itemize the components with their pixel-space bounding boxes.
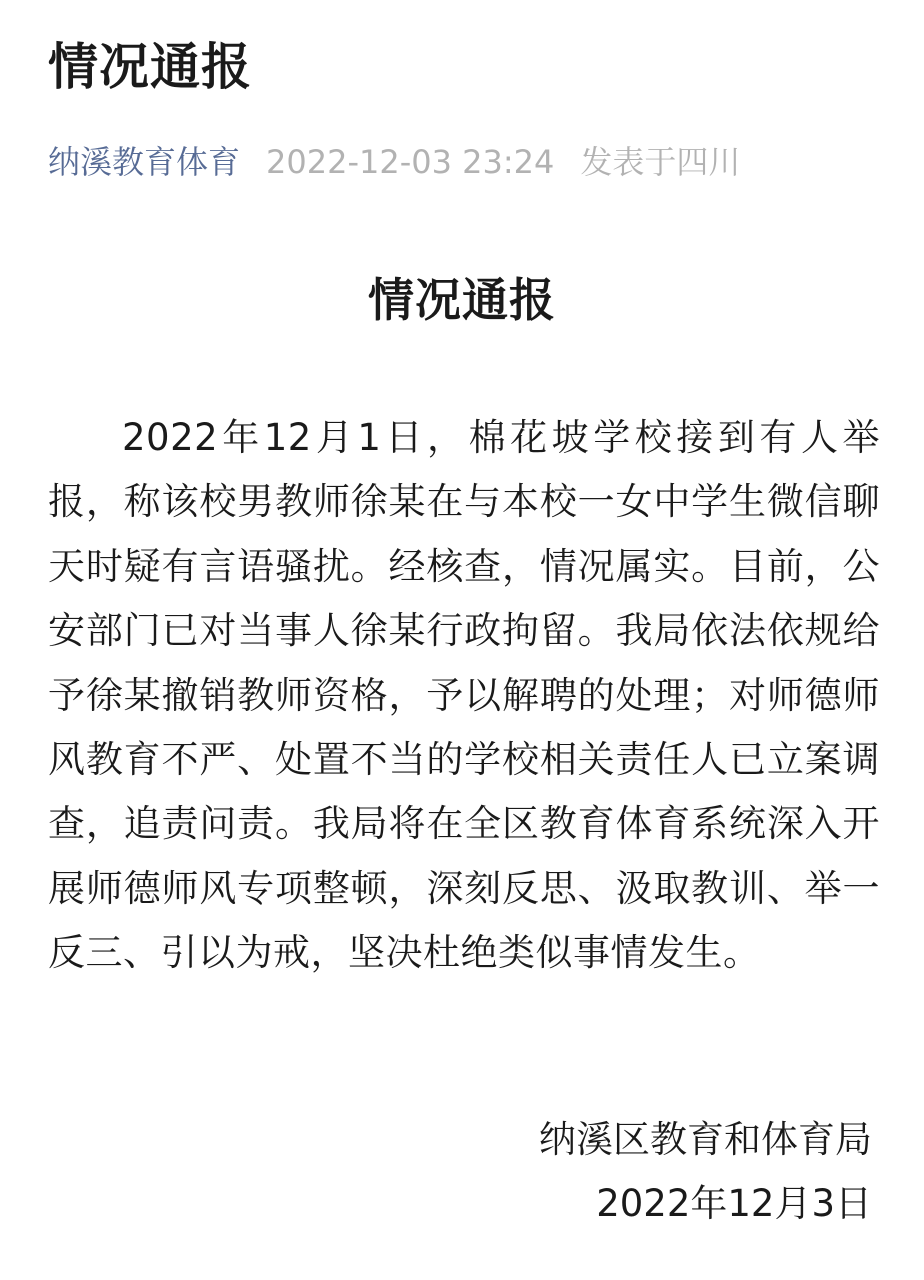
article-meta bbox=[48, 140, 740, 184]
publish-time: 2022-12-03 23:24 bbox=[266, 143, 555, 181]
publish-location: 发表于四川 bbox=[580, 143, 741, 181]
notice-signature bbox=[539, 1108, 872, 1236]
notice-body-paragraph: 2022年12月1日，棉花坡学校接到有人举报，称该校男教师徐某在与本校一女中学生微信聊天时疑有言语骚扰。经核查，情况属实。目前，公安部门已对当事人徐某行政拘留。我局依法依规给予徐某撤销教师资格，予以解聘的处理；对师德师风教育不严、处置不当的学校相关责任人已立案调查，追责问责。我局将在全区教育体育系统深入开展师德师风专项整顿，深刻反思、汲取教训、举一反三、引以为戒，坚决杜绝类似事情发生。 bbox=[48, 416, 880, 975]
signature-organization: 纳溪区教育和体育局 bbox=[539, 1118, 872, 1161]
article-title: 情况通报 bbox=[48, 38, 252, 96]
signature-date: 2022年12月3日 bbox=[596, 1182, 872, 1225]
account-name-link[interactable]: 纳溪教育体育 bbox=[48, 143, 241, 181]
notice-heading: 情况通报 bbox=[368, 273, 556, 327]
